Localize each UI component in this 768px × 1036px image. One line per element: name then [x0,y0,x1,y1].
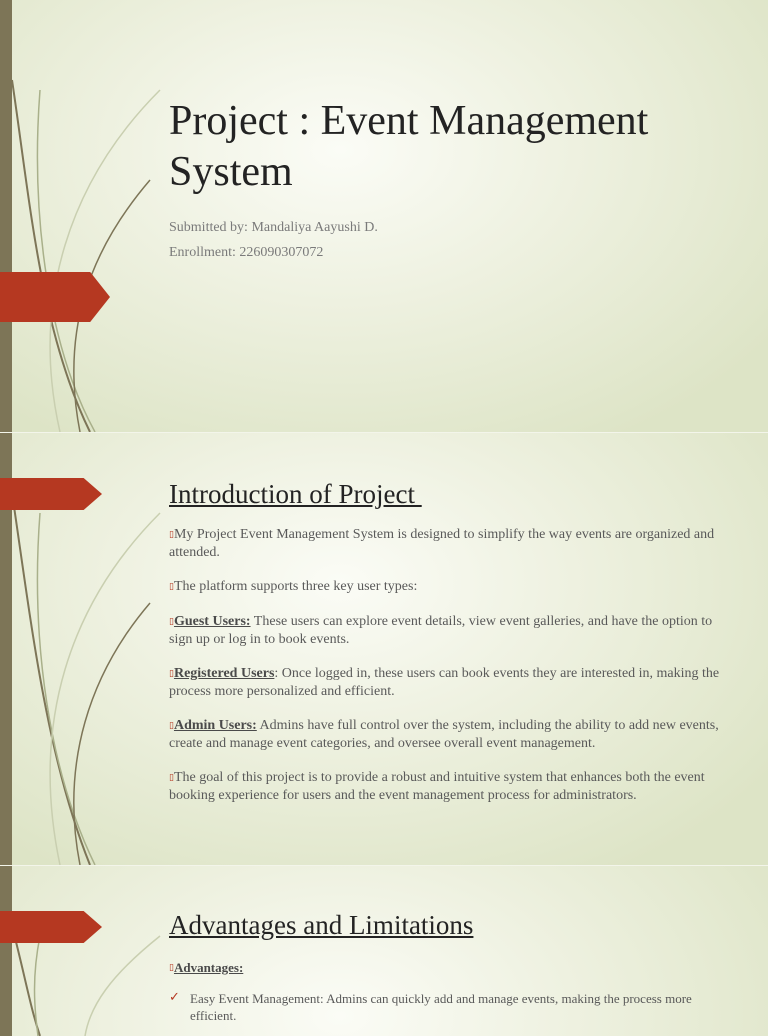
bullet-icon: ▯ [169,772,174,782]
bullet-icon: ▯ [169,668,174,678]
title-line-2: System [169,149,293,195]
advantages-heading: Advantages and Limitations [169,910,474,940]
check-icon: ✓ [169,989,180,1004]
platform-paragraph: ▯The platform supports three key user types: [169,579,418,594]
advantage-item: Easy Event Management: Admins can quickly add and manage events, making the process more efficient. [190,991,692,1023]
title-line-1: Project : Event Management [169,98,649,144]
slide-title [0,0,768,432]
accent-arrow [0,478,102,510]
accent-arrow [0,272,110,322]
slide-advantages [0,866,768,1036]
registered-users-label: Registered Users [173,666,275,681]
slide-title-text [169,96,648,198]
intro-paragraph: ▯My Project Event Management System is designed to simplify the way events are organized and attended. [169,527,715,560]
advantages-label-paragraph [169,959,724,977]
admin-users-label: Admin Users: [173,718,257,733]
bullet-icon: ▯ [169,962,174,972]
decorative-swoosh [0,0,170,432]
accent-arrow [0,911,102,943]
bullet-icon: ▯ [169,581,174,591]
bullet-icon: ▯ [169,720,174,730]
decorative-swoosh [0,866,170,1036]
guest-users-label: Guest Users: [173,614,251,629]
slide-introduction [0,433,768,865]
enrollment: Enrollment: 226090307072 [169,245,324,260]
submitted-by: Submitted by: Mandaliya Aayushi D. [169,220,378,235]
registered-users-paragraph: ▯Registered Users: Once logged in, these users can book events they are interested in, making the process more personalized and efficient. [169,666,720,699]
guest-users-paragraph: ▯Guest Users: These users can explore event details, view event galleries, and have the option to sign up or log in to book events. [169,614,713,647]
bullet-icon: ▯ [169,529,174,539]
advantages-label: Advantages: [173,960,244,975]
intro-heading: Introduction of Project [169,479,422,509]
bullet-icon: ▯ [169,616,174,626]
admin-users-paragraph: ▯Admin Users: Admins have full control over the system, including the ability to add new events, create and manage event categories, and oversee overall event management. [169,718,719,751]
goal-paragraph: ▯The goal of this project is to provide a robust and intuitive system that enhances both the event booking experience for users and the event management process for administrators. [169,770,705,803]
